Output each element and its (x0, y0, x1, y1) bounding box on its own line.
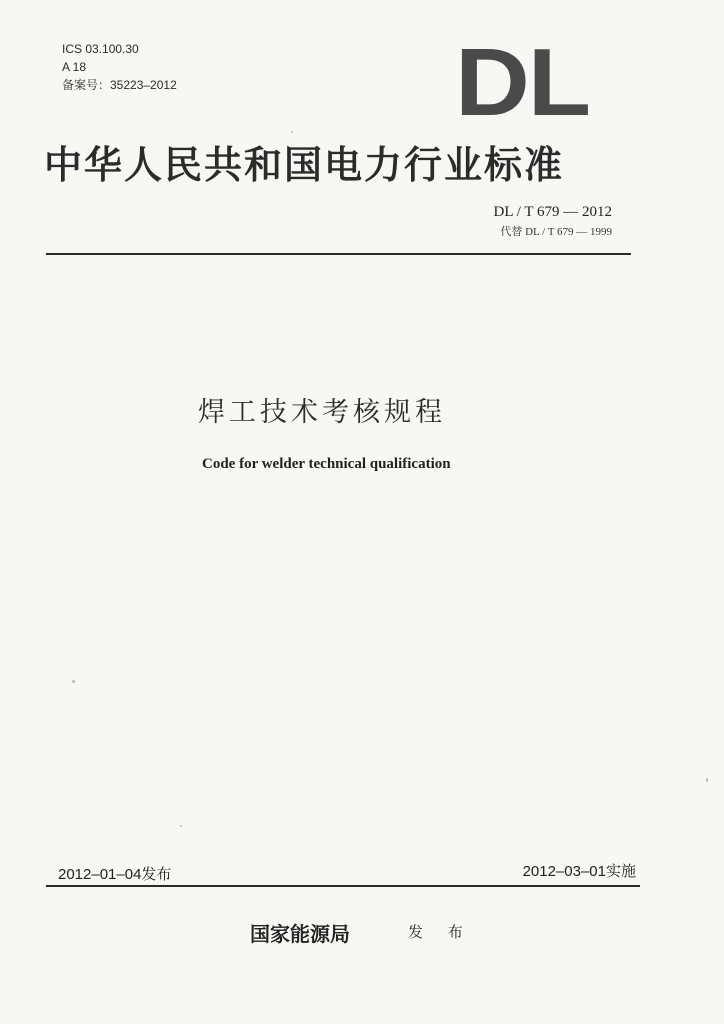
publish-label: 发 布 (408, 923, 473, 941)
scan-speck (180, 825, 182, 827)
document-title-cn: 焊工技术考核规程 (198, 397, 446, 428)
ics-code: ICS 03.100.30 (62, 42, 139, 56)
document-title-en: Code for welder technical qualification (202, 456, 451, 472)
header-divider (46, 253, 631, 255)
publisher-name: 国家能源局 (250, 922, 350, 946)
issue-date: 2012–01–04发布 (58, 866, 172, 883)
dl-logo: DL (455, 29, 589, 136)
scan-speck (291, 131, 293, 133)
standard-replaces: 代替 DL / T 679 — 1999 (500, 226, 612, 238)
org-title: 中华人民共和国电力行业标准 (44, 142, 565, 187)
filing-number: 备案号：35223–2012 (62, 78, 177, 92)
class-code: A 18 (62, 60, 87, 74)
standard-number: DL / T 679 — 2012 (493, 204, 612, 220)
scan-speck (706, 778, 708, 782)
footer-divider (46, 885, 640, 887)
classification-block (62, 40, 177, 94)
effective-date: 2012–03–01实施 (522, 863, 636, 880)
scan-speck (72, 680, 75, 683)
